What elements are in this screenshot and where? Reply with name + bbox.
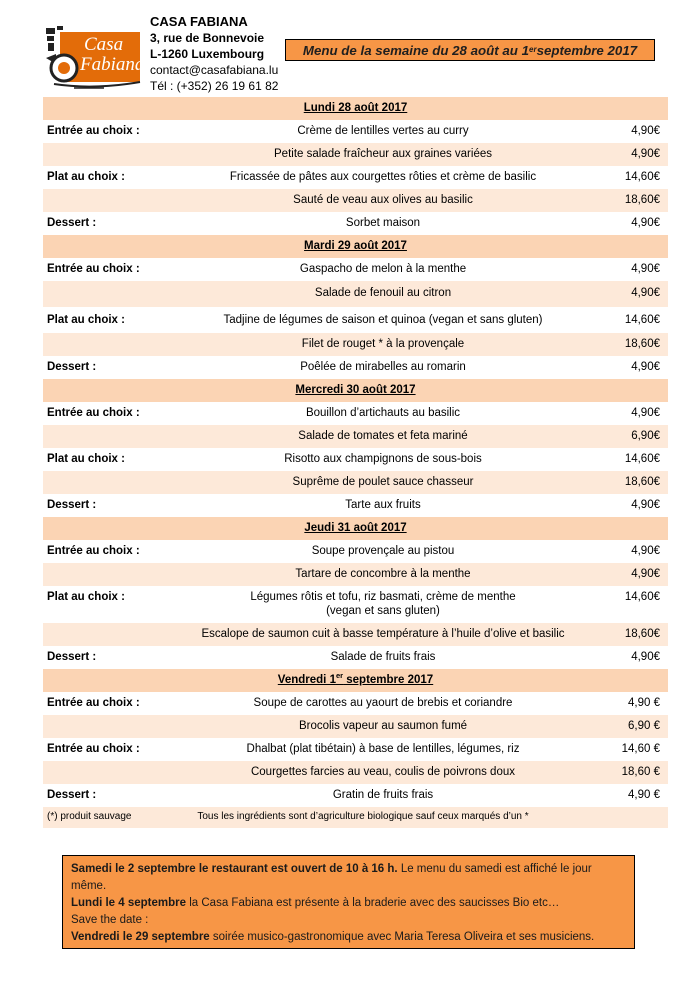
menu-row <box>43 563 668 586</box>
day-title-prefix: Vendredi 1 <box>277 674 336 686</box>
announcement-saturday-text: Le menu du samedi est affiché le jour même. <box>71 863 592 892</box>
menu-row <box>43 646 668 669</box>
menu-dish: Brocolis vapeur au saumon fumé <box>298 720 468 732</box>
logo-text-fabiana: Fabiana <box>80 54 145 75</box>
menu-price: 4,90 € <box>628 697 660 709</box>
menu-price: 4,90€ <box>631 263 660 275</box>
email-address[interactable]: contact@casafabiana.lu <box>150 63 279 77</box>
day-title-sup: er <box>335 671 344 681</box>
menu-price: 18,60€ <box>624 338 660 350</box>
menu-row <box>43 402 668 425</box>
menu-price: 4,90€ <box>631 499 660 511</box>
menu-row <box>43 356 668 379</box>
menu-row <box>43 143 668 166</box>
menu-price: 6,90 € <box>628 720 660 732</box>
announcement-friday-bold: Vendredi le 29 septembre <box>71 931 210 943</box>
menu-row <box>43 166 668 189</box>
casa-fabiana-logo <box>44 18 144 96</box>
week-title-box: Menu de la semaine du 28 août au 1 er septembre 2017 <box>285 39 655 61</box>
menu-category: Plat au choix : <box>47 591 125 603</box>
phone-number: Tél : (+352) 26 19 61 82 <box>150 79 279 93</box>
menu-category: Dessert : <box>47 361 97 373</box>
day-header-wednesday <box>43 379 668 402</box>
menu-category: Plat au choix : <box>47 171 125 183</box>
day-title: Mercredi 30 août 2017 <box>295 384 416 396</box>
menu-price: 4,90€ <box>631 651 660 663</box>
announcement-monday-bold: Lundi le 4 septembre <box>71 897 187 909</box>
day-title-suffix: septembre 2017 <box>343 674 434 686</box>
menu-dish: Filet de rouget * à la provençale <box>301 338 465 350</box>
menu-row <box>43 540 668 563</box>
menu-row <box>43 425 668 448</box>
menu-price: 14,60€ <box>624 591 660 603</box>
day-title: Mardi 29 août 2017 <box>304 240 407 252</box>
menu-price: 18,60€ <box>624 628 660 640</box>
menu-row <box>43 715 668 738</box>
menu-dish: Risotto aux champignons de sous-bois <box>284 453 482 465</box>
menu-dish: Sauté de veau aux olives au basilic <box>293 194 473 206</box>
menu-row <box>43 784 668 807</box>
menu-dish: Tartare de concombre à la menthe <box>295 568 471 580</box>
announcement-monday <box>71 895 626 912</box>
announcement-friday-text: soirée musico-gastronomique avec Maria Teresa Oliveira et ses musiciens. <box>209 931 595 943</box>
menu-price: 14,60 € <box>621 743 660 755</box>
day-header-tuesday <box>43 235 668 258</box>
menu-dish: Gaspacho de melon à la menthe <box>299 263 467 275</box>
menu-price: 14,60€ <box>624 453 660 465</box>
menu-dish: Soupe provençale au pistou <box>311 545 455 557</box>
menu-category: Entrée au choix : <box>47 545 140 557</box>
week-title-suffix: septembre 2017 <box>536 42 638 58</box>
menu-dish: Salade de fenouil au citron <box>314 287 452 299</box>
menu-row <box>43 471 668 494</box>
menu-category: Dessert : <box>47 499 97 511</box>
menu-row <box>43 448 668 471</box>
menu-price: 14,60€ <box>624 314 660 326</box>
wild-product-note: (*) produit sauvage <box>47 811 132 822</box>
menu-category: Plat au choix : <box>47 453 125 465</box>
day-title <box>43 671 668 686</box>
menu-dish: Courgettes farcies au veau, coulis de poivrons doux <box>250 766 515 778</box>
save-the-date: Save the date : <box>71 914 149 926</box>
menu-price: 18,60€ <box>624 194 660 206</box>
menu-dish: Légumes rôtis et tofu, riz basmati, crème de menthe <box>250 591 516 603</box>
menu-category: Dessert : <box>47 789 97 801</box>
menu-row <box>43 333 668 356</box>
menu-row <box>43 258 668 281</box>
menu-dish-continued: (vegan et sans gluten) <box>326 605 440 617</box>
menu-price: 4,90€ <box>631 361 660 373</box>
menu-price: 4,90€ <box>631 148 660 160</box>
menu-row <box>43 738 668 761</box>
day-header-friday <box>43 669 668 692</box>
menu-dish: Petite salade fraîcheur aux graines variées <box>274 148 492 160</box>
day-header-monday <box>43 97 668 120</box>
menu-price: 4,90€ <box>631 568 660 580</box>
menu-category: Plat au choix : <box>47 314 125 326</box>
menu-row <box>43 120 668 143</box>
menu-dish: Bouillon d’artichauts au basilic <box>305 407 461 419</box>
menu-price: 4,90 € <box>628 789 660 801</box>
menu-price: 18,60 € <box>621 766 660 778</box>
menu-dish: Fricassée de pâtes aux courgettes rôties et crème de basilic <box>229 171 537 183</box>
footnote-row <box>43 807 668 828</box>
menu-dish: Tarte aux fruits <box>345 499 421 511</box>
day-header-thursday <box>43 517 668 540</box>
menu-dish: Sorbet maison <box>345 217 421 229</box>
menu-category: Dessert : <box>47 217 97 229</box>
logo-text-casa: Casa <box>84 34 124 55</box>
announcement-friday <box>71 929 626 946</box>
menu-row <box>43 281 668 307</box>
menu-row <box>43 189 668 212</box>
menu-category: Entrée au choix : <box>47 125 140 137</box>
city-address: L-1260 Luxembourg <box>150 47 265 61</box>
week-title-prefix: Menu de la semaine du 28 août au 1 <box>302 42 530 58</box>
menu-category: Entrée au choix : <box>47 263 140 275</box>
restaurant-name: CASA FABIANA <box>150 14 248 29</box>
menu-dish: Salade de tomates et feta mariné <box>298 430 468 442</box>
menu-category: Dessert : <box>47 651 97 663</box>
menu-dish: Escalope de saumon cuit à basse température à l’huile d’olive et basilic <box>201 628 565 640</box>
menu-category: Entrée au choix : <box>47 697 140 709</box>
menu-dish: Poêlée de mirabelles au romarin <box>300 361 466 373</box>
menu-dish: Tadjine de légumes de saison et quinoa (vegan et sans gluten) <box>223 314 543 326</box>
menu-price: 14,60€ <box>624 171 660 183</box>
menu-dish: Crème de lentilles vertes au curry <box>297 125 469 137</box>
menu-row <box>43 761 668 784</box>
menu-category: Entrée au choix : <box>47 407 140 419</box>
menu-dish: Suprême de poulet sauce chasseur <box>292 476 474 488</box>
menu-row <box>43 494 668 517</box>
menu-price: 4,90€ <box>631 125 660 137</box>
day-title: Lundi 28 août 2017 <box>303 102 408 114</box>
restaurant-address <box>150 14 278 94</box>
menu-dish: Salade de fruits frais <box>330 651 436 663</box>
announcement-saturday <box>71 861 626 895</box>
menu-row <box>43 692 668 715</box>
announcement-saturday-bold: Samedi le 2 septembre le restaurant est ouvert de 10 à 16 h. <box>71 863 398 875</box>
menu-dish: Dhalbat (plat tibétain) à base de lentilles, légumes, riz <box>246 743 520 755</box>
menu-price: 4,90€ <box>631 545 660 557</box>
menu-row <box>43 307 668 333</box>
menu-row <box>43 586 668 623</box>
announcement-monday-text: la Casa Fabiana est présente à la braderie avec des saucisses Bio etc… <box>186 897 560 909</box>
menu-price: 4,90€ <box>631 287 660 299</box>
menu-price: 18,60€ <box>624 476 660 488</box>
menu-dish: Gratin de fruits frais <box>332 789 434 801</box>
day-title: Jeudi 31 août 2017 <box>304 522 407 534</box>
street-address: 3, rue de Bonnevoie <box>150 31 265 45</box>
announcements-box <box>62 855 635 949</box>
menu-category: Entrée au choix : <box>47 743 140 755</box>
menu-row <box>43 212 668 235</box>
menu-price: 6,90€ <box>631 430 660 442</box>
menu-row <box>43 623 668 646</box>
organic-note: Tous les ingrédients sont d’agriculture biologique sauf ceux marqués d’un * <box>197 811 529 822</box>
menu-price: 4,90€ <box>631 407 660 419</box>
weekly-menu-table <box>43 97 668 828</box>
menu-dish: Soupe de carottes au yaourt de brebis et coriandre <box>253 697 513 709</box>
menu-price: 4,90€ <box>631 217 660 229</box>
